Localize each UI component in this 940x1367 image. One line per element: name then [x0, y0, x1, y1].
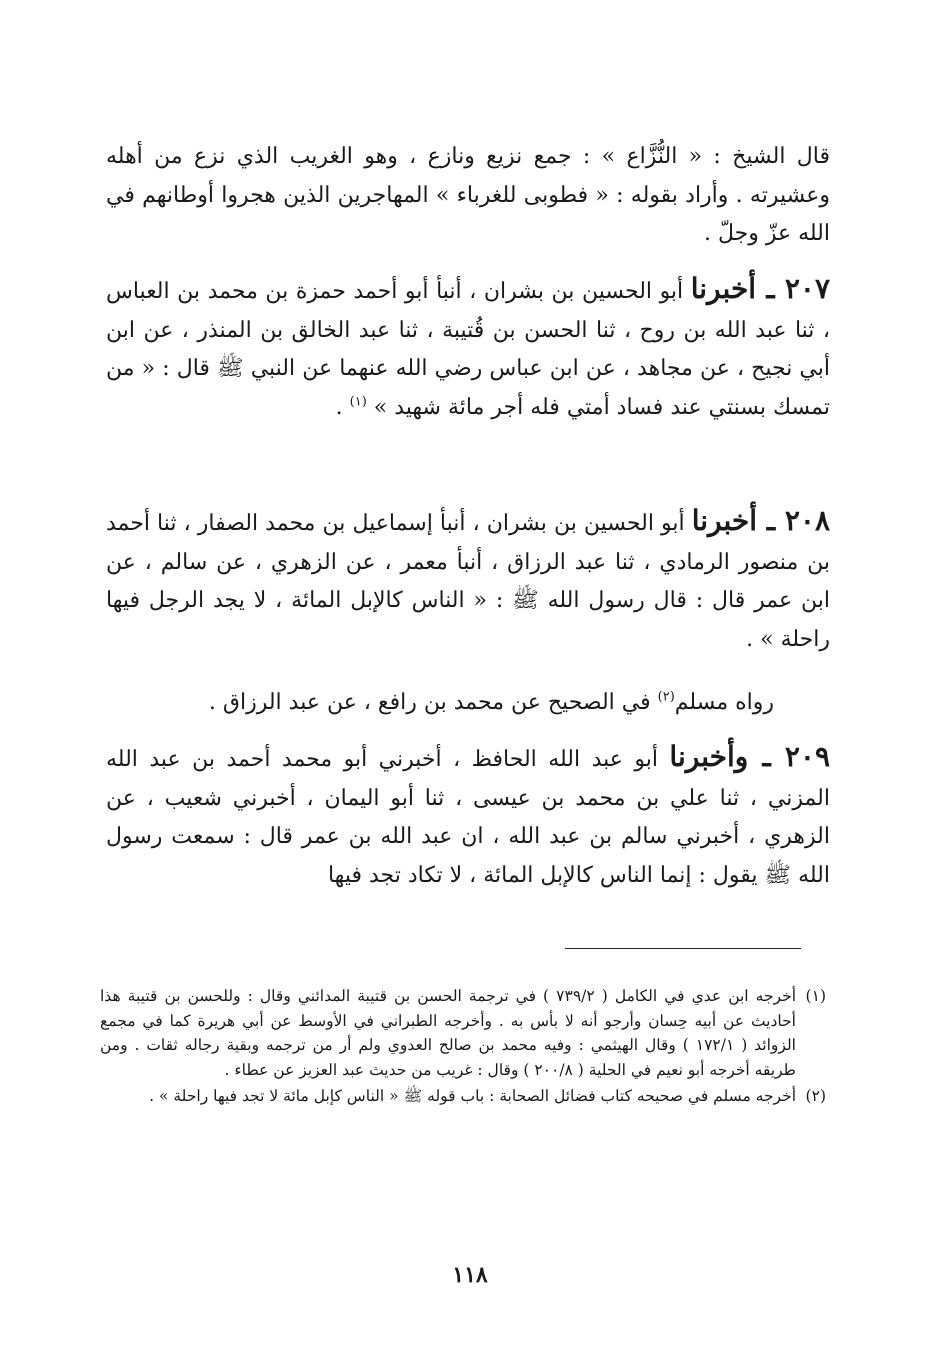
footnote-1-text: أخرجه ابن عدي في الكامل ( ٧٣٩/٢ ) في ترجمة الحسن بن قتيبة المدائني وقال : وللحسن بن قتيبة هذا أحاديث عن أبيه حِسان وأرجو أنه لا بأس به . وأخرجه الطبراني في الأوسط عن أبي هريرة كما في مجمع الزوائد ( ١٧٢/١ ) وقال الهيثمي : وفيه محمد بن صالح العدوي ولم أر من ترجمه وبقية رجاله ثقات . ومن طريقه أخرجه أبو نعيم في الحلية ( ٢٠٠/٨ ) وقال : غريب من حديث عبد العزيز عن عطاء .: [100, 987, 796, 1079]
riwaya-line: [106, 684, 830, 723]
hadith-209: [106, 738, 830, 895]
footnote-2: [100, 1084, 826, 1109]
hadith-208-text: أبو الحسين بن بشران ، أنبأ إسماعيل بن محمد الصفار ، ثنا أحمد بن منصور الرمادي ، ثنا عبد الرزاق ، أنبأ معمر ، عن الزهري ، عن سالم ، عن ابن عمر قال : قال رسول الله ﷺ : « الناس كالإبل المائة ، لا يجد الرجل فيها راحلة » .: [106, 511, 830, 652]
hadith-207-end: .: [335, 394, 343, 420]
footnote-1: [100, 984, 826, 1082]
hadith-208: [106, 502, 830, 659]
footnote-2-marker: (٢): [805, 1087, 826, 1105]
footnote-2-text: أخرجه مسلم في صحيحه كتاب فضائل الصحابة : باب قوله ﷺ « الناس كإبل مائة لا تجد فيها راحلة » .: [149, 1087, 796, 1105]
hadith-207: [106, 270, 830, 427]
intro-paragraph: [106, 138, 830, 254]
riwaya-text-b: في الصحيح عن محمد بن رافع ، عن عبد الرزاق .: [208, 690, 658, 715]
hadith-207-text: أبو الحسين بن بشران ، أنبأ أبو أحمد حمزة بن محمد بن العباس ، ثنا عبد الله بن روح ، ثنا الحسن بن قُتيبة ، ثنا عبد الخالق بن المنذر ، عن ابن أبي نجيح ، عن مجاهد ، عن ابن عباس رضي الله عنهما عن النبي ﷺ قال : « من تمسك بسنتي عند فساد أمتي فله أجر مائة شهيد »: [106, 279, 830, 420]
riwaya-text-a: رواه مسلم: [674, 690, 774, 715]
hadith-208-heading: ٢٠٨ ـ أخبرنا: [691, 504, 830, 537]
footnote-ref-2[interactable]: (٢): [657, 689, 675, 705]
page-number: ١١٨: [452, 1262, 488, 1288]
hadith-209-heading: ٢٠٩ ـ وأخبرنا: [669, 740, 831, 773]
sheikh-commentary: قال الشيخ : « النُّزَّاع » : جمع نزيع ونازع ، وهو الغريب الذي نزع من أهله وعشيرته . وأراد بقوله : « فطوبى للغرباء » المهاجرين الذين هجروا أوطانهم في الله عزّ وجلّ .: [106, 144, 830, 247]
footnote-1-marker: (١): [805, 987, 826, 1005]
footnote-separator: [565, 948, 801, 949]
hadith-209-text: أبو عبد الله الحافظ ، أخبرني أبو محمد أحمد بن عبد الله المزني ، ثنا علي بن محمد بن عيسى ، ثنا أبو اليمان ، أخبرني شعيب ، عن الزهري ، أخبرني سالم بن عبد الله ، ان عبد الله بن عمر قال : سمعت رسول الله ﷺ يقول : إنما الناس كالإبل المائة ، لا تكاد تجد فيها: [106, 747, 830, 888]
hadith-207-heading: ٢٠٧ ـ أخبرنا: [690, 272, 830, 305]
footnotes: [100, 984, 826, 1109]
footnote-ref-1[interactable]: (١): [349, 394, 367, 410]
